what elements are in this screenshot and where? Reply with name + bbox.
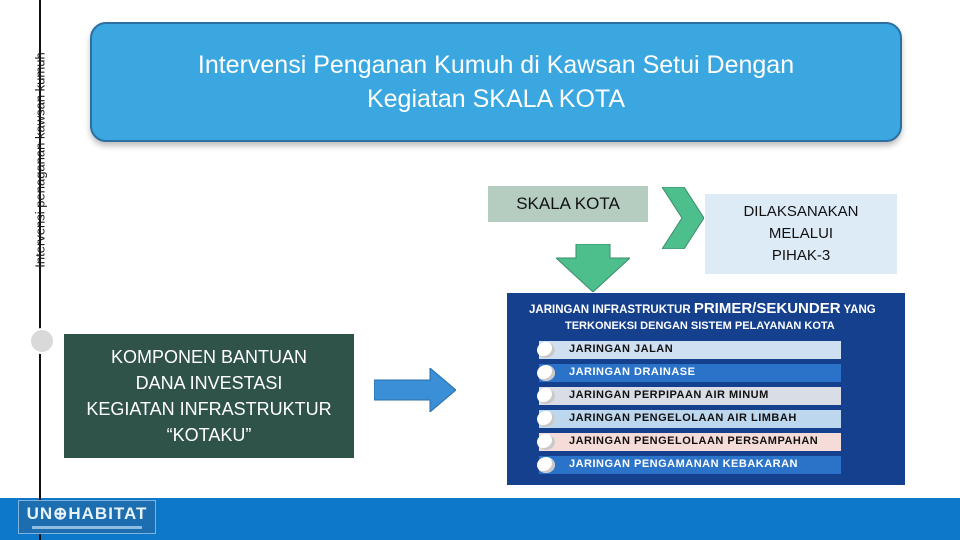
bullet-icon: [537, 365, 555, 381]
bullet-icon: [537, 434, 555, 450]
jaringan-item-label: JARINGAN PENGELOLAAN AIR LIMBAH: [569, 412, 797, 424]
jaringan-heading-suffix: YANG: [840, 304, 876, 316]
jaringan-item-label: JARINGAN PERPIPAAN AIR MINUM: [569, 389, 769, 401]
un-habitat-logo-text: UN⊕HABITAT: [26, 504, 148, 523]
blue-arrow-right-icon: [374, 368, 456, 412]
jaringan-item-label: JARINGAN PENGELOLAAN PERSAMPAHAN: [569, 435, 819, 447]
skala-kota-box: [488, 186, 648, 222]
vertical-section-label: Intervensi penaganan kawsan kumuh: [32, 52, 48, 268]
jaringan-heading-prefix: JARINGAN INFRASTRUKTUR: [529, 304, 694, 316]
title-box: [90, 22, 902, 142]
skala-kota-label: SKALA KOTA: [516, 194, 620, 213]
jaringan-subheading: TERKONEKSI DENGAN SISTEM PELAYANAN KOTA: [565, 320, 835, 332]
jaringan-item-label: JARINGAN PENGAMANAN KEBAKARAN: [569, 458, 799, 470]
komponen-bantuan-box: [64, 334, 354, 458]
jaringan-item-label: JARINGAN DRAINASE: [569, 366, 696, 378]
bullet-icon: [537, 388, 555, 404]
jaringan-item-label: JARINGAN JALAN: [569, 343, 674, 355]
slide-title: Intervensi Penganan Kumuh di Kawsan Setui Dengan Kegiatan SKALA KOTA: [197, 51, 795, 113]
pihak-3-box: [705, 194, 897, 274]
jaringan-item: [539, 433, 841, 451]
bullet-icon: [537, 411, 555, 427]
green-arrow-down-icon: [556, 244, 630, 292]
jaringan-item: [539, 410, 841, 428]
jaringan-item: [539, 456, 841, 474]
komponen-bantuan-label: KOMPONEN BANTUAN DANA INVESTASI KEGIATAN INFRASTRUKTUR “KOTAKU”: [86, 347, 332, 445]
logo-tagline-bar: [32, 526, 142, 529]
un-habitat-logo: [18, 500, 156, 534]
jaringan-item: [539, 364, 841, 382]
bullet-icon: [537, 457, 555, 473]
pihak-3-label: DILAKSANAKAN MELALUI PIHAK-3: [743, 203, 859, 264]
jaringan-item: [539, 387, 841, 405]
timeline-marker: [29, 328, 55, 354]
jaringan-heading: [529, 300, 876, 317]
green-arrow-right-icon: [662, 187, 704, 249]
jaringan-infrastruktur-panel: [507, 293, 905, 485]
jaringan-heading-emphasis: PRIMER/SEKUNDER: [693, 300, 841, 317]
bullet-icon: [537, 342, 555, 358]
jaringan-item: [539, 341, 841, 359]
